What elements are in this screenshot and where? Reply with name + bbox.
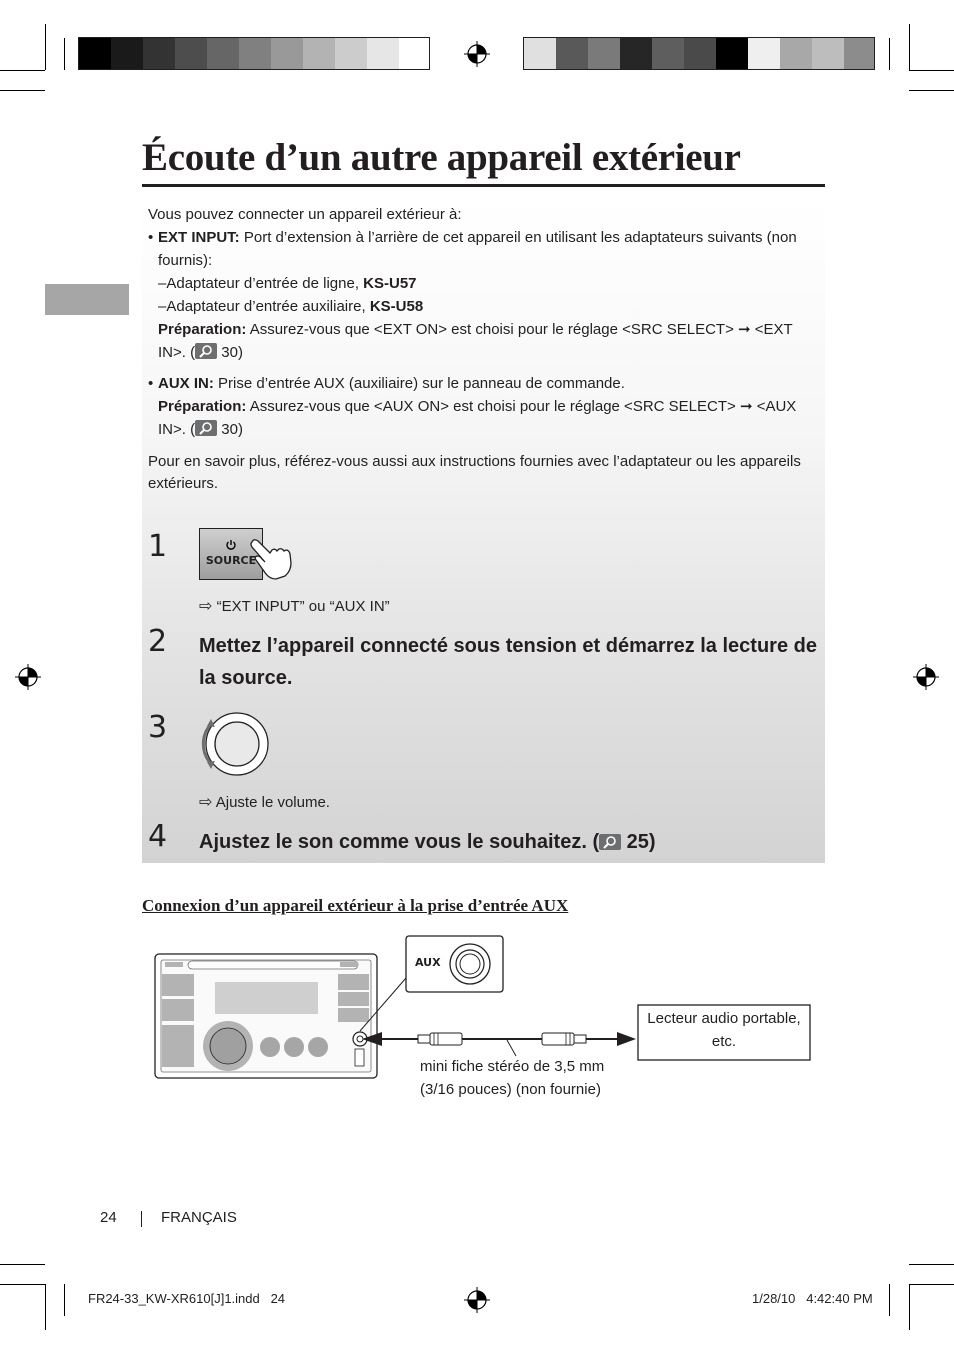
prep-page: 30) bbox=[221, 421, 243, 438]
section-heading: Connexion d’un appareil extérieur à la prise d’entrée AUX bbox=[142, 896, 569, 915]
ext-input-label: EXT INPUT: bbox=[158, 229, 240, 246]
device-label-line: etc. bbox=[711, 1033, 737, 1050]
color-bar-right bbox=[523, 37, 875, 70]
magnifier-icon bbox=[195, 420, 217, 436]
magnifier-icon bbox=[599, 834, 621, 850]
step-result bbox=[199, 791, 330, 814]
step-number: 3 bbox=[148, 710, 168, 745]
step-number: 2 bbox=[148, 624, 168, 659]
color-bar-left bbox=[78, 37, 430, 70]
ext-input-text-cont: fournis): bbox=[158, 252, 213, 269]
step-text: Mettez l’appareil connecté sous tension et démarrez la lecture de bbox=[199, 635, 817, 657]
ext-input-line bbox=[158, 226, 823, 249]
adapter-item bbox=[158, 272, 417, 295]
result-arrow-icon: ⇨ bbox=[199, 598, 213, 615]
prep-text: Assurez-vous que <AUX ON> est choisi pour le réglage <SRC SELECT> bbox=[249, 398, 736, 415]
prep-cont: IN>. ( bbox=[158, 344, 196, 361]
step-text-cont: la source. bbox=[199, 667, 293, 689]
plug-label-line: mini fiche stéréo de 3,5 mm bbox=[420, 1058, 605, 1075]
aux-label: AUX bbox=[415, 956, 441, 969]
footer-divider bbox=[141, 1211, 142, 1227]
bullet-dot: • bbox=[148, 375, 154, 392]
adapter-prefix: –Adaptateur d’entrée de ligne, bbox=[158, 275, 364, 292]
prep-label: Préparation: bbox=[158, 321, 247, 338]
adapter-item bbox=[158, 295, 423, 318]
aux-in-line bbox=[158, 372, 625, 395]
prep-label: Préparation: bbox=[158, 398, 247, 415]
magnifier-icon bbox=[195, 343, 217, 359]
registration-mark-bottom bbox=[464, 1287, 490, 1313]
registration-mark-right bbox=[913, 664, 939, 690]
aux-prep-cont bbox=[158, 418, 243, 441]
plug-label-line: (3/16 pouces) (non fournie) bbox=[420, 1081, 601, 1098]
aux-in-label: AUX IN: bbox=[158, 375, 214, 392]
slug-file: FR24-33_KW-XR610[J]1.indd 24 bbox=[88, 1291, 286, 1306]
prep-after-arrow: <EXT bbox=[754, 321, 793, 338]
registration-mark-top bbox=[464, 41, 490, 67]
language-tab bbox=[45, 284, 129, 315]
step-result-text: “EXT INPUT” ou “AUX IN” bbox=[216, 598, 390, 615]
page-number: 24 bbox=[100, 1209, 117, 1226]
step-result bbox=[199, 595, 390, 618]
prep-page: 30) bbox=[221, 344, 243, 361]
step-text-main: Ajustez le son comme vous le souhaitez. ( bbox=[199, 831, 600, 853]
step-text bbox=[199, 826, 656, 858]
step-result-text: Ajuste le volume. bbox=[215, 794, 330, 811]
more-info-text-cont: extérieurs. bbox=[148, 475, 219, 492]
power-icon bbox=[225, 539, 237, 551]
more-info-text: Pour en savoir plus, référez-vous aussi aux instructions fournies avec l’adaptateur ou les appareils bbox=[148, 453, 801, 470]
device-label-line: Lecteur audio portable, bbox=[647, 1010, 801, 1027]
aux-prep-line bbox=[158, 395, 796, 418]
adapter-prefix: –Adaptateur d’entrée auxiliaire, bbox=[158, 298, 370, 315]
portable-player-label bbox=[638, 1007, 810, 1053]
arrow-right-icon: ➞ bbox=[738, 321, 751, 338]
page-title: Écoute d’un autre appareil extérieur bbox=[142, 134, 825, 187]
step-page: 25) bbox=[626, 831, 656, 853]
head-unit-illustration bbox=[155, 954, 377, 1078]
step-number: 1 bbox=[148, 529, 168, 564]
volume-knob-icon[interactable] bbox=[197, 710, 275, 780]
prep-text: Assurez-vous que <EXT ON> est choisi pour le réglage <SRC SELECT> bbox=[249, 321, 734, 338]
prep-after-arrow: <AUX bbox=[756, 398, 797, 415]
result-arrow-icon: ⇨ bbox=[199, 794, 213, 811]
footer-language: FRANÇAIS bbox=[161, 1209, 237, 1226]
ext-prep-cont bbox=[158, 341, 243, 364]
ext-input-text: Port d’extension à l’arrière de cet appareil en utilisant les adaptateurs suivants (non bbox=[243, 229, 797, 246]
step-number: 4 bbox=[148, 819, 168, 854]
adapter-model: KS-U57 bbox=[363, 275, 417, 292]
aux-in-text: Prise d’entrée AUX (auxiliaire) sur le panneau de commande. bbox=[218, 375, 625, 392]
arrow-right-icon: ➞ bbox=[739, 398, 753, 415]
adapter-model: KS-U58 bbox=[369, 298, 424, 315]
pointing-hand-icon bbox=[248, 536, 294, 580]
connection-diagram bbox=[150, 930, 830, 1100]
prep-cont: IN>. ( bbox=[158, 421, 196, 438]
plug-label bbox=[420, 1055, 604, 1101]
ext-prep-line bbox=[158, 318, 793, 341]
registration-mark-left bbox=[15, 664, 41, 690]
slug-date: 1/28/10 4:42:40 PM bbox=[752, 1291, 873, 1306]
bullet-dot: • bbox=[148, 229, 154, 246]
intro-text: Vous pouvez connecter un appareil extérieur à: bbox=[148, 206, 462, 223]
source-button-label: SOURCE bbox=[205, 554, 257, 567]
